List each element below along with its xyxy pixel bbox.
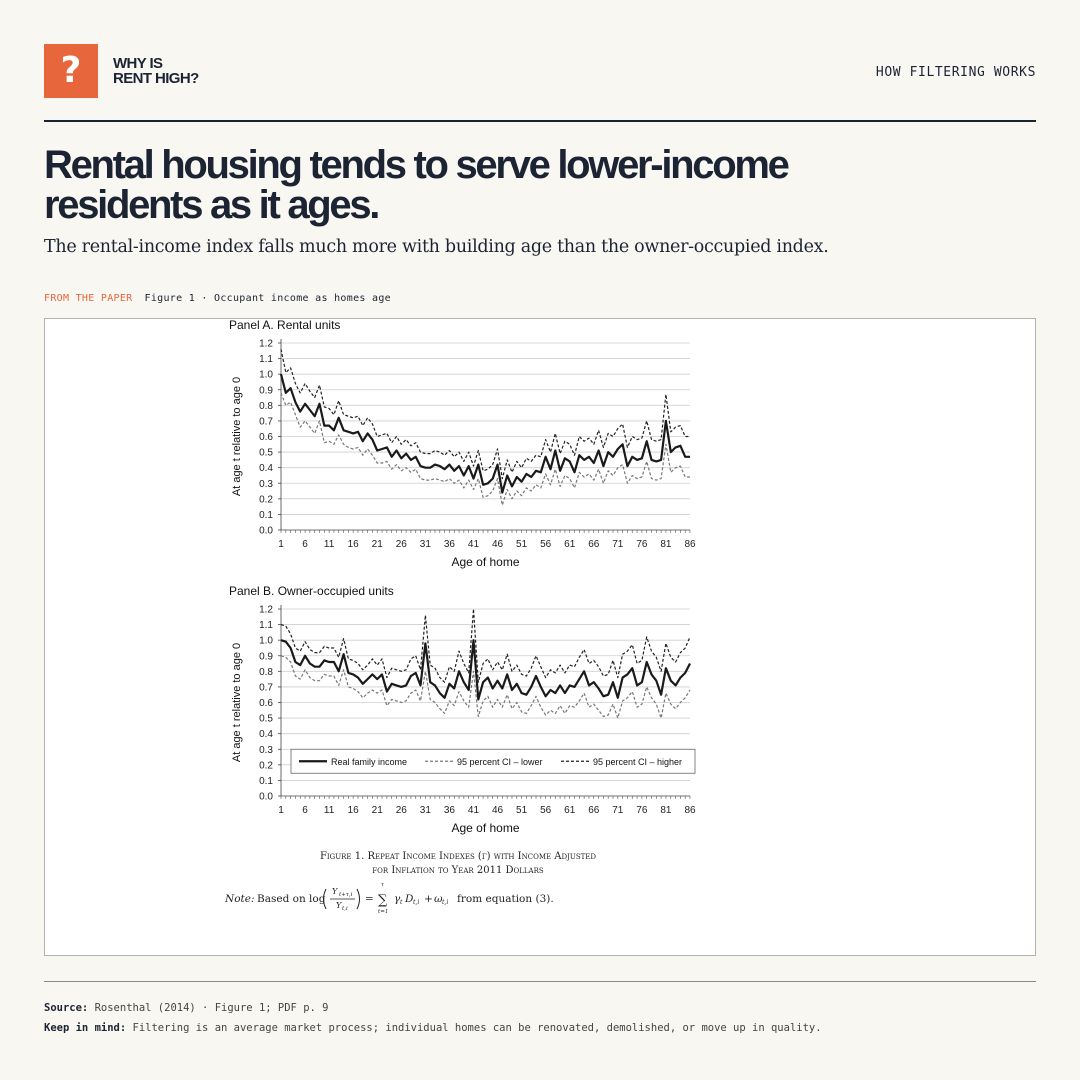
- svg-text:Y: Y: [332, 887, 338, 896]
- svg-text:τ: τ: [381, 882, 385, 888]
- x-tick-label: 36: [443, 805, 455, 816]
- svg-text:t,i: t,i: [342, 906, 348, 912]
- y-axis-label: At age t relative to age 0: [231, 376, 243, 497]
- note-label: Note:: [225, 893, 255, 905]
- x-tick-label: 86: [684, 539, 696, 550]
- x-tick-label: 76: [636, 539, 648, 550]
- y-tick-label: 0.2: [259, 760, 273, 772]
- x-tick-label: 16: [347, 539, 359, 550]
- y-tick-label: 1.0: [259, 635, 273, 647]
- x-tick-label: 61: [564, 539, 576, 550]
- y-tick-label: 0.8: [259, 400, 273, 412]
- y-tick-label: 0.6: [259, 698, 273, 709]
- x-tick-label: 26: [395, 805, 407, 816]
- svg-text:∑: ∑: [378, 893, 388, 908]
- source-line: [44, 1002, 329, 1014]
- legend-label: 95 percent CI – higher: [593, 756, 683, 767]
- x-tick-label: 61: [564, 805, 576, 816]
- x-tick-label: 66: [588, 539, 600, 550]
- header-divider: [44, 120, 1036, 122]
- brand-logo[interactable]: [44, 44, 98, 98]
- brand-line-1: WHY IS: [113, 55, 163, 72]
- figure-caption: [320, 851, 596, 876]
- series-line-solid: [281, 374, 690, 492]
- x-axis-label: Age of home: [451, 821, 520, 835]
- figure-note: [224, 882, 554, 915]
- y-tick-label: 0.3: [259, 744, 273, 756]
- x-tick-label: 86: [684, 805, 696, 816]
- figure-panel: [44, 318, 1036, 956]
- svg-text:t,i: t,i: [442, 899, 449, 906]
- x-tick-label: 56: [540, 805, 552, 816]
- svg-text:t,i: t,i: [413, 899, 420, 906]
- y-tick-label: 0.1: [259, 775, 273, 787]
- svg-text:t+τ,i: t+τ,i: [339, 892, 353, 898]
- panel-a-chart: [229, 319, 696, 569]
- y-tick-label: 1.2: [259, 338, 273, 350]
- brand-name[interactable]: [113, 56, 199, 86]
- svg-text:Y: Y: [336, 901, 342, 910]
- y-tick-label: 1.1: [259, 620, 273, 632]
- x-tick-label: 41: [467, 805, 480, 816]
- y-tick-label: 0.0: [259, 791, 273, 803]
- series-line-dashed-gray: [281, 393, 690, 505]
- series-line-solid: [281, 640, 690, 699]
- x-tick-label: 66: [588, 805, 600, 816]
- brand-line-2: RENT HIGH?: [113, 70, 199, 87]
- x-tick-label: 56: [540, 539, 552, 550]
- x-tick-label: 36: [443, 539, 455, 550]
- section-nav-label[interactable]: HOW FILTERING WORKS: [875, 65, 1036, 80]
- x-tick-label: 51: [516, 805, 528, 816]
- svg-text:D: D: [405, 893, 414, 905]
- svg-text:ω: ω: [434, 893, 443, 905]
- note-pre: Based on log: [257, 893, 326, 905]
- y-tick-label: 0.5: [259, 447, 273, 459]
- kicker-tag: FROM THE PAPER: [44, 293, 133, 304]
- svg-text:t=1: t=1: [378, 909, 389, 915]
- figure-kicker: [44, 293, 391, 304]
- x-axis-label: Age of home: [451, 555, 520, 569]
- x-tick-label: 11: [323, 805, 335, 816]
- x-tick-label: 6: [302, 805, 308, 816]
- y-tick-label: 0.8: [259, 666, 273, 678]
- x-tick-label: 81: [660, 539, 672, 550]
- svg-text:=: =: [365, 893, 374, 905]
- y-tick-label: 0.1: [259, 509, 273, 521]
- panel-title: Panel A. Rental units: [229, 319, 341, 332]
- y-tick-label: 0.4: [259, 729, 273, 741]
- panel-title: Panel B. Owner-occupied units: [229, 584, 394, 598]
- keep-in-mind-line: [44, 1022, 822, 1034]
- x-tick-label: 31: [419, 805, 431, 816]
- question-mark-icon: ?: [60, 50, 82, 91]
- legend-label: Real family income: [331, 756, 408, 767]
- x-tick-label: 21: [371, 805, 383, 816]
- y-tick-label: 0.7: [259, 416, 273, 428]
- x-tick-label: 31: [419, 539, 431, 550]
- caption-line-2: for Inflation to Year 2011 Dollars: [372, 865, 544, 876]
- svg-text:+: +: [424, 893, 433, 905]
- keep-label: Keep in mind:: [44, 1022, 127, 1034]
- x-tick-label: 46: [491, 805, 504, 816]
- y-tick-label: 0.9: [259, 385, 273, 397]
- y-tick-label: 0.4: [259, 463, 273, 475]
- keep-text: Filtering is an average market process; individual homes can be renovated, demolished, or move up in quality.: [132, 1022, 822, 1034]
- legend-label: 95 percent CI – lower: [457, 756, 543, 767]
- source-label: Source:: [44, 1002, 89, 1014]
- x-tick-label: 71: [612, 805, 624, 816]
- series-line-dashed-black: [281, 349, 690, 478]
- svg-text:γ: γ: [394, 893, 401, 905]
- x-tick-label: 11: [323, 539, 335, 550]
- y-tick-label: 0.5: [259, 713, 273, 725]
- x-tick-label: 81: [660, 805, 672, 816]
- y-tick-label: 1.0: [259, 369, 273, 381]
- y-tick-label: 0.6: [259, 432, 273, 443]
- panel-b-chart: [229, 584, 696, 835]
- x-tick-label: 76: [636, 805, 648, 816]
- x-tick-label: 26: [395, 539, 407, 550]
- x-tick-label: 1: [278, 805, 284, 816]
- kicker-label: Figure 1 · Occupant income as homes age: [144, 293, 391, 304]
- x-tick-label: 6: [302, 539, 308, 550]
- y-tick-label: 1.1: [259, 354, 273, 366]
- caption-line-1: Figure 1. Repeat Income Indexes (γ) with Income Adjusted: [319, 851, 597, 862]
- y-axis-label: At age t relative to age 0: [231, 642, 243, 763]
- y-tick-label: 0.7: [259, 682, 273, 694]
- y-tick-label: 0.0: [259, 525, 273, 537]
- x-tick-label: 16: [347, 805, 359, 816]
- figure-svg: [45, 319, 1035, 955]
- source-text: Rosenthal (2014) · Figure 1; PDF p. 9: [94, 1002, 329, 1014]
- y-tick-label: 0.2: [259, 494, 273, 506]
- x-tick-label: 71: [612, 539, 624, 550]
- x-tick-label: 41: [467, 539, 480, 550]
- footer-divider: [44, 981, 1036, 982]
- x-tick-label: 46: [491, 539, 504, 550]
- page-headline: Rental housing tends to serve lower-income residents as it ages.: [44, 143, 788, 227]
- x-tick-label: 51: [516, 539, 528, 550]
- note-post: from equation (3).: [457, 893, 554, 905]
- page-subhead: The rental-income index falls much more with building age than the owner-occupied index.: [44, 237, 829, 257]
- svg-text:t: t: [400, 899, 403, 906]
- y-tick-label: 1.2: [259, 604, 273, 616]
- note-equation: [324, 882, 449, 915]
- y-tick-label: 0.9: [259, 651, 273, 663]
- y-tick-label: 0.3: [259, 478, 273, 490]
- x-tick-label: 21: [371, 539, 383, 550]
- x-tick-label: 1: [278, 539, 284, 550]
